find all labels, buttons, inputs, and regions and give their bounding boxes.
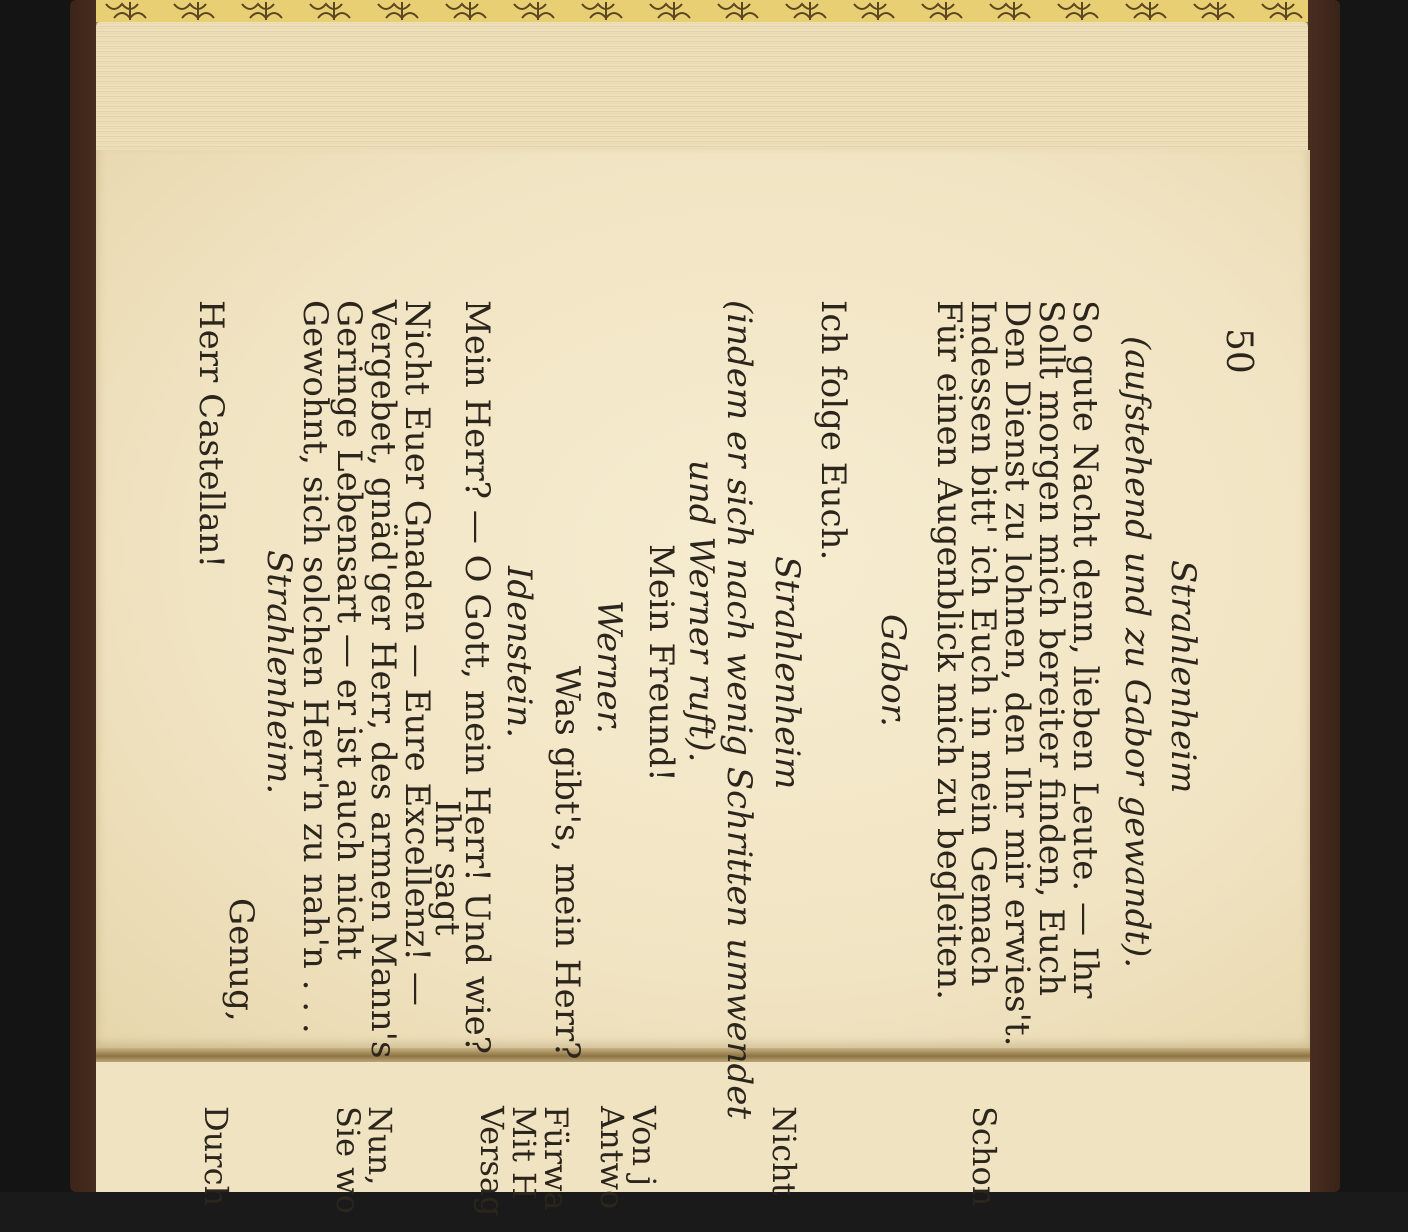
page-text-block	[191, 300, 1262, 1120]
speaker-label: Idenstein.	[499, 566, 539, 739]
fragment-line: Schon	[965, 1106, 1003, 1207]
fragment-line: Sie wo	[329, 1106, 367, 1214]
verse-line: Nicht Euer Gnaden — Eure Excellenz! —	[397, 300, 437, 1006]
fragment-line: Von j	[625, 1106, 663, 1187]
speaker-label: Strahlenheim	[1163, 560, 1203, 794]
stacked-page-edges	[96, 22, 1308, 160]
stage-direction: und Werner ruft).	[681, 460, 721, 763]
verse-line: Mein Herr? — O Gott, mein Herr! Und wie?	[457, 300, 497, 1055]
verse-line: Gewohnt, sich solchen Herr'n zu nah'n . . .	[295, 300, 335, 1034]
background-cloth-right	[1335, 0, 1408, 1192]
verse-line: Vergebet, gnäd'ger Herr, des armen Mann's	[363, 300, 403, 1059]
verse-line: Für einen Augenblick mich zu begleiten.	[929, 300, 969, 1000]
verse-line: Sollt morgen mich bereiter finden, Euch	[1031, 300, 1071, 997]
verse-line: Indessen bitt' ich Euch in mein Gemach	[963, 300, 1003, 987]
verse-line: So gute Nacht denn, lieben Leute. — Ihr	[1065, 300, 1105, 999]
ornamental-border	[96, 0, 1308, 24]
verse-line: Mein Freund!	[641, 544, 681, 782]
verse-line: Den Dienst zu lohnen, den Ihr mir erwies't.	[997, 300, 1037, 1047]
background-cloth-left	[0, 0, 78, 1192]
fragment-line: Nicht	[765, 1106, 803, 1196]
verse-line: Geringe Lebensart — er ist auch nicht	[329, 300, 369, 960]
fragment-line: Durch	[197, 1106, 235, 1207]
fragment-line: Versag	[473, 1106, 511, 1217]
fragment-line: Antwo	[593, 1106, 631, 1210]
speaker-label: Gabor.	[873, 614, 913, 727]
verse-line: Was gibt's, mein Herr?	[547, 666, 587, 1060]
speaker-label: Werner.	[589, 600, 629, 734]
ornament-pattern	[96, 0, 1308, 22]
verse-line: Herr Castellan!	[191, 300, 231, 569]
stage-direction: (indem er sich nach wenig Schritten umwendet	[719, 300, 759, 1120]
speaker-label: Strahlenheim	[767, 556, 807, 790]
speaker-label: Strahlenheim.	[259, 550, 299, 795]
stage-direction: (aufstehend und zu Gabor gewandt).	[1117, 336, 1157, 969]
fragment-line: Nun,	[361, 1106, 399, 1186]
page-number: 50	[1218, 328, 1259, 374]
verse-line: Ich folge Euch.	[813, 300, 853, 561]
verse-line: Genug,	[221, 898, 261, 1022]
fragment-line: Mit H	[505, 1106, 543, 1200]
verse-line: Ihr sagt	[427, 800, 467, 936]
fragment-line: Fürwa	[537, 1106, 575, 1211]
facing-page-text	[197, 1092, 1003, 1232]
